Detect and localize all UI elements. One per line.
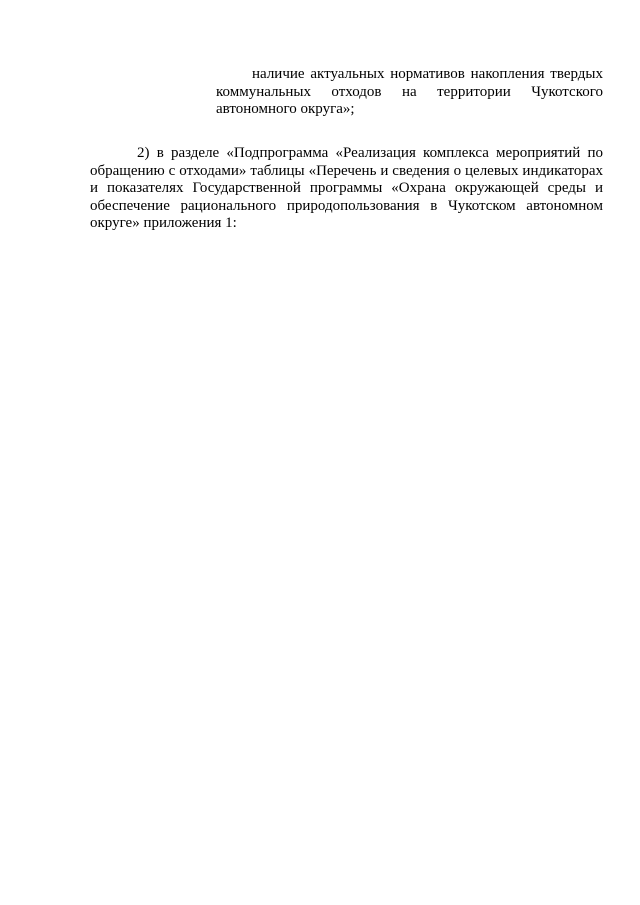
paragraph-section-amendment: 2) в разделе «Подпрограмма «Реализация комплекса мероприятий по обращению с отходами» таблицы «Перечень и сведения о целевых индикаторах и показателях Государственной программы «Охрана окружающей среды и обеспечение рационального природопользования в Чукотском автономном округе» приложения 1: <box>90 145 603 231</box>
paragraph-indicator-text: наличие актуальных нормативов накопления твердых коммунальных отходов на территории Чукотского автономного округа»; <box>216 66 603 117</box>
